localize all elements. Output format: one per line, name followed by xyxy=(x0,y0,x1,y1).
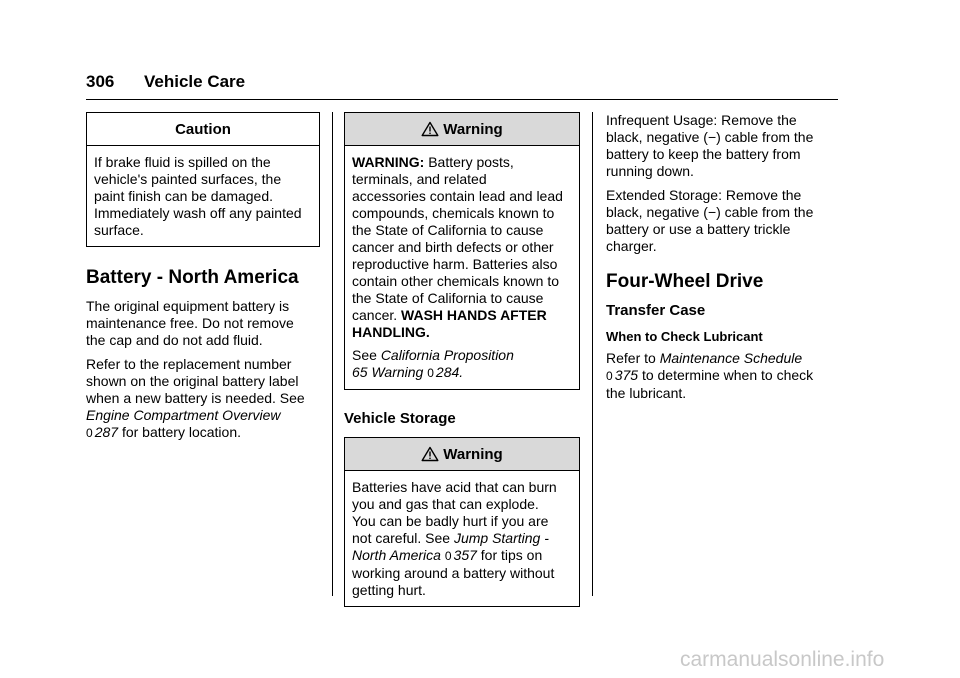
lubricant-paragraph: Refer to Maintenance Schedule 0 375 to determine when to check the lubricant. xyxy=(606,350,814,401)
check-lubricant-heading: When to Check Lubricant xyxy=(606,329,763,344)
column-divider-2 xyxy=(592,112,593,596)
page-ref-375[interactable]: 375 xyxy=(614,367,639,383)
warning-triangle-icon xyxy=(421,446,439,462)
maintenance-schedule-link[interactable]: Maintenance Schedule xyxy=(659,350,803,366)
engine-compartment-link[interactable]: Engine Compartment Overview xyxy=(86,407,281,423)
column-3 xyxy=(606,112,838,409)
vehicle-storage-heading: Vehicle Storage xyxy=(344,410,456,427)
column-divider-1 xyxy=(332,112,333,596)
infrequent-usage-paragraph: Infrequent Usage: Remove the black, negative (−) cable from the battery to keep the battery from running down. xyxy=(606,112,814,179)
warning-title-2: Warning xyxy=(345,438,579,471)
warning-body-1: WARNING: Battery posts, terminals, and related accessories contain lead and lead compounds, chemicals known to the State of California to cause cancer and birth defects or other reproductive harm. Batteries also contain other chemicals known to the State of California to cause cancer. WASH HANDS AFTER HANDLING. See California Proposition 65 Warning 0 284. xyxy=(352,154,563,380)
column-2 xyxy=(344,112,580,607)
page-ref-357[interactable]: 357 xyxy=(453,547,477,563)
page-ref-icon: 0 xyxy=(606,369,613,383)
prop65-link[interactable]: California Proposition xyxy=(380,347,514,363)
watermark: carmanualsonline.info xyxy=(680,648,885,671)
page-ref-icon: 0 xyxy=(427,366,434,380)
warning-title-1: Warning xyxy=(345,113,579,146)
warning-body-2: Batteries have acid that can burn you and gas that can explode. You can be badly hurt if you are not careful. See Jump Starting - North America 0 357 for tips on working around a battery without getting hurt. xyxy=(352,479,557,598)
page-number: 306 xyxy=(86,72,115,91)
transfer-case-heading: Transfer Case xyxy=(606,302,706,319)
caution-title: Caution xyxy=(87,113,319,146)
caution-body: If brake fluid is spilled on the vehicle's painted surfaces, the paint finish can be damaged. Immediately wash off any painted surface. xyxy=(94,154,302,238)
page-ref-icon: 0 xyxy=(444,549,452,563)
page-ref-284[interactable]: 284. xyxy=(435,364,464,380)
battery-paragraph-1: The original equipment battery is maintenance free. Do not remove the cap and do not add fluid. xyxy=(86,298,294,348)
section-title: Vehicle Care xyxy=(144,72,246,91)
battery-heading: Battery - North America xyxy=(86,267,299,288)
warning-box-2 xyxy=(344,437,580,607)
jump-starting-link[interactable]: Jump Starting - xyxy=(453,530,549,546)
caution-box xyxy=(86,112,320,247)
extended-storage-paragraph: Extended Storage: Remove the black, negative (−) cable from the battery or use a battery trickle charger. xyxy=(606,187,814,254)
warning-box-1 xyxy=(344,112,580,390)
four-wheel-drive-heading: Four-Wheel Drive xyxy=(606,271,764,292)
page-ref-287[interactable]: 287 xyxy=(94,424,119,440)
page-ref-icon: 0 xyxy=(86,426,93,440)
warning-triangle-icon xyxy=(421,121,439,137)
battery-paragraph-2: Refer to the replacement number shown on the original battery label when a new battery is needed. See Engine Compartment Overview 0 287 for battery location. xyxy=(86,356,305,440)
column-1 xyxy=(86,112,320,449)
page-header xyxy=(86,70,838,100)
